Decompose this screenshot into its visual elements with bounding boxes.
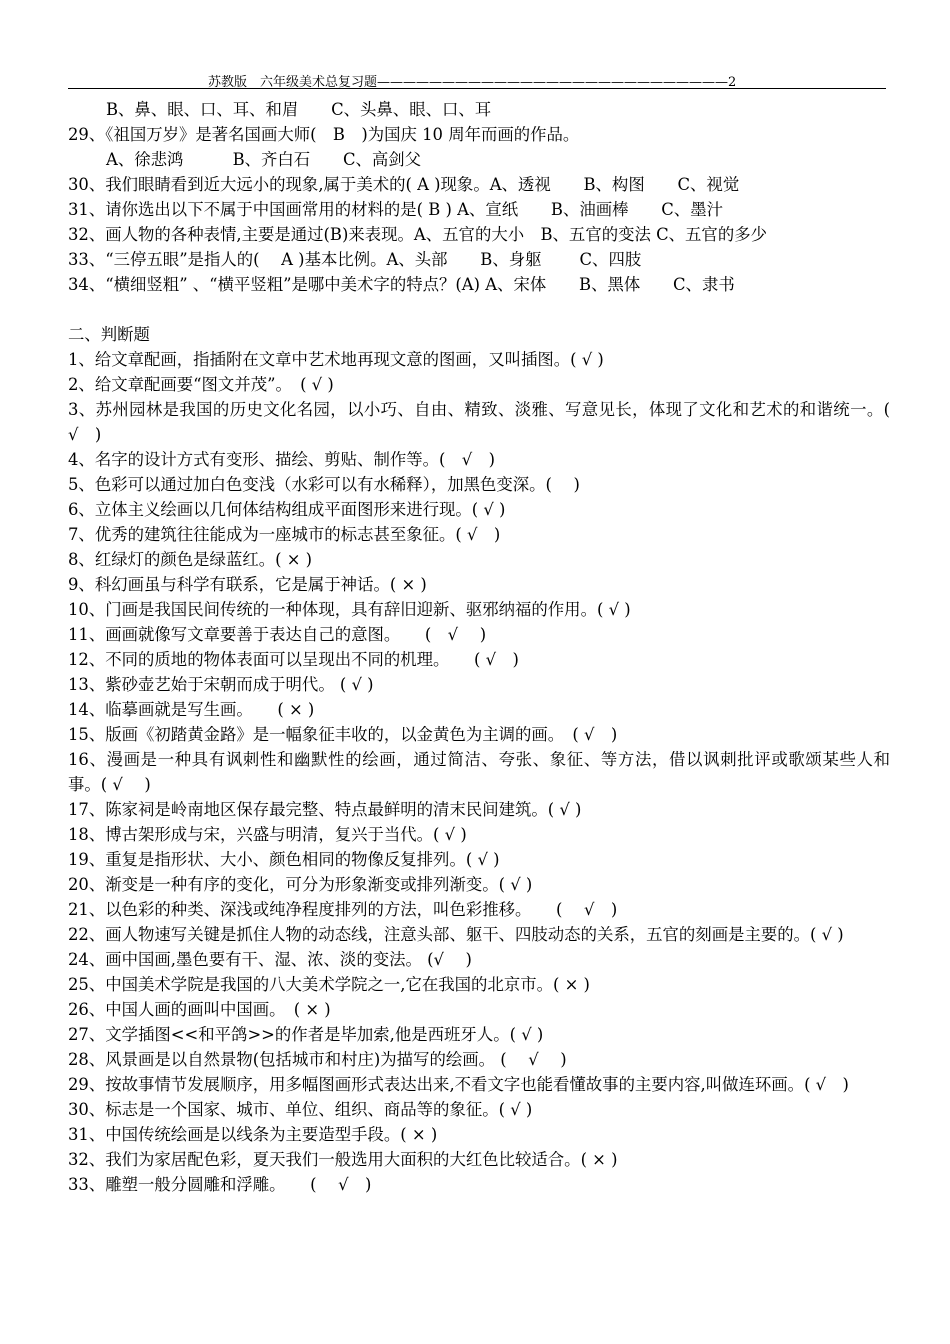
question-line: 33、“三停五眼”是指人的( A )基本比例。A、头部 B、身躯 C、四肢 bbox=[68, 250, 642, 269]
true-false-section bbox=[68, 347, 890, 1197]
judgment-item: 17、陈家祠是岭南地区保存最完整、特点最鲜明的清末民间建筑。( √ ) bbox=[68, 800, 582, 819]
judgment-item: 25、中国美术学院是我国的八大美术学院之一,它在我国的北京市。( × ) bbox=[68, 975, 590, 994]
judgment-item: 24、画中国画,墨色要有干、湿、浓、淡的变法。 (√ ) bbox=[68, 950, 472, 969]
question-line: 31、请你选出以下不属于中国画常用的材料的是( B ) A、宣纸 B、油画棒 C、墨汁 bbox=[68, 200, 724, 219]
judgment-item: 18、博古架形成与宋，兴盛与明清，复兴于当代。( √ ) bbox=[68, 825, 467, 844]
judgment-item: 6、立体主义绘画以几何体结构组成平面图形来进行现。( √ ) bbox=[68, 500, 506, 519]
judgment-item: 8、红绿灯的颜色是绿蓝红。( × ) bbox=[68, 550, 313, 569]
judgment-item: 32、我们为家居配色彩，夏天我们一般选用大面积的大红色比较适合。( × ) bbox=[68, 1150, 618, 1169]
question-line: 30、我们眼睛看到近大远小的现象,属于美术的( A )现象。A、透视 B、构图 C、视觉 bbox=[68, 175, 740, 194]
judgment-item: 7、优秀的建筑往往能成为一座城市的标志甚至象征。( √ ) bbox=[68, 525, 501, 544]
judgment-item: 22、画人物速写关键是抓住人物的动态线，注意头部、躯干、四肢动态的关系，五官的刻画是主要的。( √ ) bbox=[68, 925, 844, 944]
multiple-choice-section bbox=[68, 97, 890, 297]
question-line: 32、画人物的各种表情,主要是通过(B)来表现。A、五官的大小 B、五官的变法 C、五官的多少 bbox=[68, 225, 767, 244]
judgment-item: 31、中国传统绘画是以线条为主要造型手段。( × ) bbox=[68, 1125, 438, 1144]
header-text: 苏教版 六年级美术总复习题———————————————————————————2 bbox=[208, 75, 737, 90]
judgment-item: 3、苏州园林是我国的历史文化名园，以小巧、自由、精致、淡雅、写意见长，体现了文化和艺术的和谐统一。( √ ) bbox=[68, 400, 890, 444]
judgment-item: 12、不同的质地的物体表面可以呈现出不同的机理。 ( √ ) bbox=[68, 650, 519, 669]
judgment-item: 2、给文章配画要“图文并茂”。 ( √ ) bbox=[68, 375, 334, 394]
question-line: 34、“横细竖粗” 、“横平竖粗”是哪中美术字的特点？(A) A、宋体 B、黑体 C、隶书 bbox=[68, 275, 735, 294]
judgment-item: 29、按故事情节发展顺序，用多幅图画形式表达出来,不看文字也能看懂故事的主要内容,叫做连环画。( √ ) bbox=[68, 1075, 849, 1094]
page-header bbox=[68, 70, 886, 89]
judgment-item: 33、雕塑一般分圆雕和浮雕。 ( √ ) bbox=[68, 1175, 372, 1194]
judgment-item: 27、文学插图<<和平鸽>>的作者是毕加索,他是西班牙人。( √ ) bbox=[68, 1025, 544, 1044]
judgment-item: 11、画画就像写文章要善于表达自己的意图。 ( √ ) bbox=[68, 625, 487, 644]
section-title: 二、判断题 bbox=[68, 325, 150, 344]
judgment-item: 9、科幻画虽与科学有联系，它是属于神话。( × ) bbox=[68, 575, 427, 594]
judgment-item: 4、名字的设计方式有变形、描绘、剪贴、制作等。( √ ) bbox=[68, 450, 496, 469]
judgment-item: 15、版画《初踏黄金路》是一幅象征丰收的，以金黄色为主调的画。 ( √ ) bbox=[68, 725, 618, 744]
question-line: 29、《祖国万岁》是著名国画大师( B )为国庆 10 周年而画的作品。 bbox=[68, 125, 580, 144]
judgment-item: 1、给文章配画，指插附在文章中艺术地再现文意的图画，又叫插图。( √ ) bbox=[68, 350, 604, 369]
question-line: A、徐悲鸿 B、齐白石 C、高剑父 bbox=[106, 150, 422, 169]
judgment-item: 14、临摹画就是写生画。 ( × ) bbox=[68, 700, 315, 719]
question-line: B、鼻、眼、口、耳、和眉 C、头鼻、眼、口、耳 bbox=[106, 100, 492, 119]
judgment-item: 30、标志是一个国家、城市、单位、组织、商品等的象征。( √ ) bbox=[68, 1100, 533, 1119]
judgment-item: 13、紫砂壶艺始于宋朝而成于明代。 ( √ ) bbox=[68, 675, 374, 694]
judgment-item: 21、以色彩的种类、深浅或纯净程度排列的方法，叫色彩推移。 ( √ ) bbox=[68, 900, 618, 919]
judgment-item: 26、中国人画的画叫中国画。 ( × ) bbox=[68, 1000, 331, 1019]
judgment-item: 19、重复是指形状、大小、颜色相同的物像反复排列。( √ ) bbox=[68, 850, 500, 869]
blank-line bbox=[68, 297, 890, 322]
judgment-item: 10、门画是我国民间传统的一种体现，具有辞旧迎新、驱邪纳福的作用。( √ ) bbox=[68, 600, 631, 619]
judgment-item: 5、色彩可以通过加白色变浅（水彩可以有水稀释），加黑色变深。( ) bbox=[68, 475, 580, 494]
judgment-item: 16、漫画是一种具有讽刺性和幽默性的绘画，通过简洁、夸张、象征、等方法，借以讽刺批评或歌颂某些人和事。( √ ) bbox=[68, 750, 890, 794]
judgment-item: 20、渐变是一种有序的变化，可分为形象渐变或排列渐变。( √ ) bbox=[68, 875, 533, 894]
judgment-item: 28、风景画是以自然景物(包括城市和村庄)为描写的绘画。 ( √ ) bbox=[68, 1050, 567, 1069]
document-body bbox=[68, 97, 890, 1197]
